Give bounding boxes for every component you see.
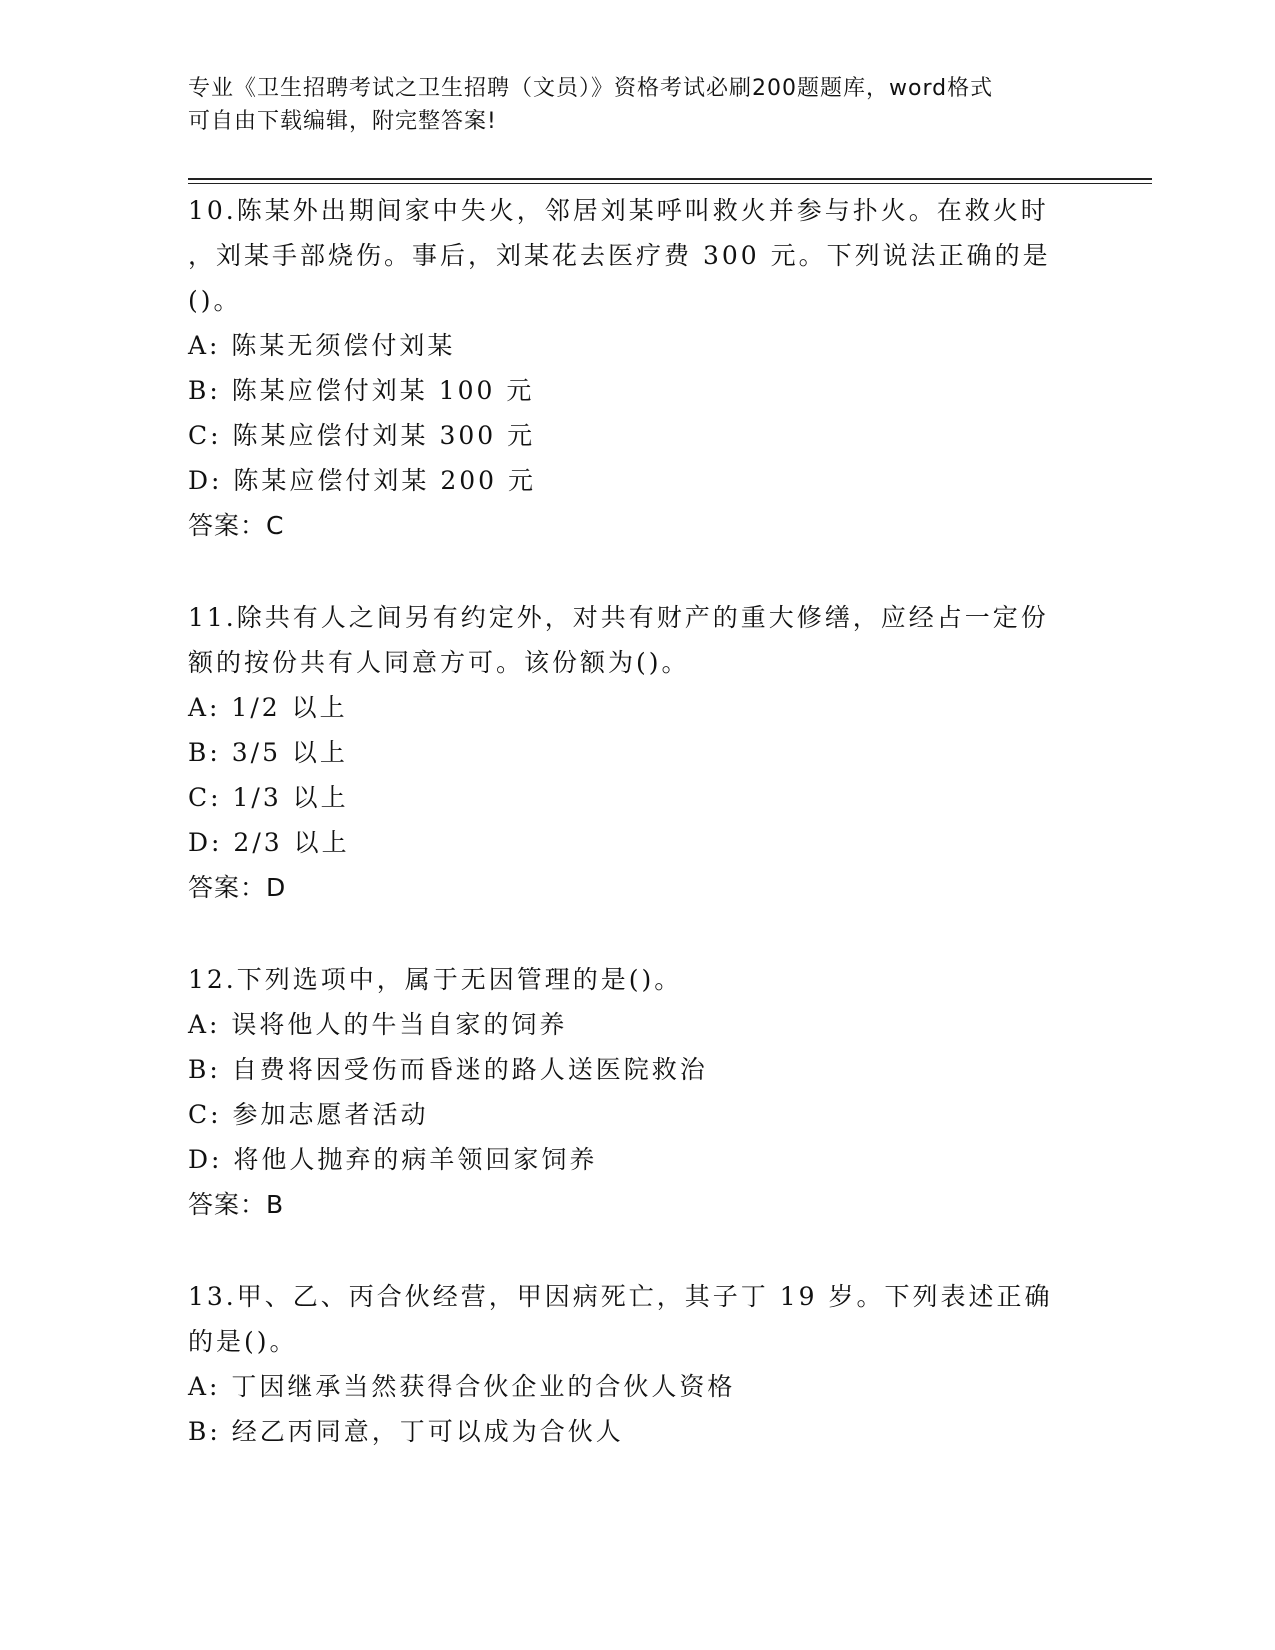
question-text: 12.下列选项中，属于无因管理的是()。 [188, 965, 683, 994]
question-text: 13.甲、乙、丙合伙经营，甲因病死亡，其子丁 19 岁。下列表述正确 [188, 1282, 1053, 1311]
question-13 [188, 1274, 1088, 1454]
question-11 [188, 595, 1088, 911]
question-text: ，刘某手部烧伤。事后，刘某花去医疗费 300 元。下列说法正确的是 [188, 241, 1051, 270]
document-header [188, 72, 1088, 138]
option-b: B: 3/5 以上 [188, 738, 348, 767]
option-a: A: 1/2 以上 [188, 693, 348, 722]
option-a: A: 误将他人的牛当自家的饲养 [188, 1010, 568, 1039]
header-line-2: 可自由下载编辑，附完整答案! [188, 109, 497, 134]
question-12 [188, 957, 1088, 1228]
question-text: 11.除共有人之间另有约定外，对共有财产的重大修缮，应经占一定份 [188, 603, 1049, 632]
option-d: D: 陈某应偿付刘某 200 元 [188, 466, 537, 495]
question-text: ()。 [188, 286, 242, 315]
header-divider [188, 178, 1152, 180]
question-list [188, 188, 1088, 1500]
header-line-1: 专业《卫生招聘考试之卫生招聘（文员）》资格考试必刷200题题库，word格式 [188, 76, 994, 101]
option-b: B: 陈某应偿付刘某 100 元 [188, 376, 535, 405]
question-text: 10.陈某外出期间家中失火，邻居刘某呼叫救火并参与扑火。在救火时 [188, 196, 1049, 225]
answer: 答案：D [188, 873, 287, 902]
option-d: D: 2/3 以上 [188, 828, 350, 857]
header-divider-thin [188, 183, 1152, 184]
option-b: B: 自费将因受伤而昏迷的路人送医院救治 [188, 1055, 708, 1084]
option-d: D: 将他人抛弃的病羊领回家饲养 [188, 1145, 598, 1174]
answer: 答案：C [188, 511, 285, 540]
question-text: 的是()。 [188, 1327, 298, 1356]
question-text: 额的按份共有人同意方可。该份额为()。 [188, 648, 690, 677]
option-b: B: 经乙丙同意，丁可以成为合伙人 [188, 1417, 624, 1446]
option-c: C: 参加志愿者活动 [188, 1100, 429, 1129]
option-c: C: 陈某应偿付刘某 300 元 [188, 421, 536, 450]
answer: 答案：B [188, 1190, 285, 1219]
option-a: A: 丁因继承当然获得合伙企业的合伙人资格 [188, 1372, 736, 1401]
option-a: A: 陈某无须偿付刘某 [188, 331, 456, 360]
option-c: C: 1/3 以上 [188, 783, 349, 812]
question-10 [188, 188, 1088, 549]
